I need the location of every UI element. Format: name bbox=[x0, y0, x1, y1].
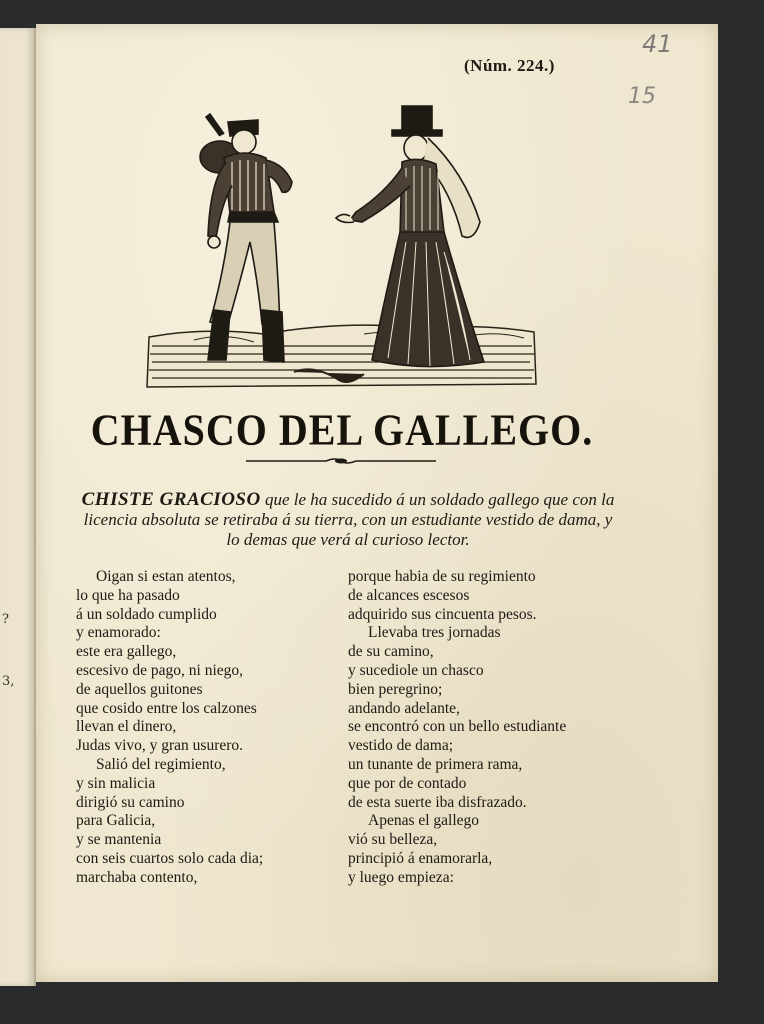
issue-number: (Núm. 224.) bbox=[464, 56, 555, 75]
poem-line: Apenas el gallego bbox=[368, 812, 480, 830]
pencil-annotation-top: 41 bbox=[642, 30, 673, 58]
poem-line: para Galicia, bbox=[76, 812, 156, 830]
soldier-figure bbox=[200, 114, 292, 362]
poem-line: Judas vivo, y gran usurero. bbox=[76, 737, 244, 755]
poem-line: se encontró con un bello estudiante bbox=[348, 718, 567, 736]
poem-line: andando adelante, bbox=[348, 699, 460, 717]
woodcut-illustration bbox=[144, 102, 539, 394]
poem-line: vestido de dama; bbox=[348, 737, 454, 755]
page-title: CHASCO DEL GALLEGO. bbox=[90, 404, 594, 455]
poem-line: Oigan si estan atentos, bbox=[96, 568, 236, 585]
poem-line: Llevaba tres jornadas bbox=[368, 624, 501, 642]
poem-line: un tunante de primera rama, bbox=[348, 755, 523, 773]
poem-column-right bbox=[348, 568, 628, 888]
poem-line: Salió del regimiento, bbox=[96, 755, 226, 773]
poem-line: este era gallego, bbox=[76, 643, 177, 661]
poem-line: principió á enamorarla, bbox=[348, 849, 493, 867]
poem-line: lo que ha pasado bbox=[76, 586, 180, 604]
pencil-annotation-side: 15 bbox=[628, 84, 656, 109]
poem-line: de esta suerte iba disfrazado. bbox=[348, 793, 527, 811]
poem-line: escesivo de pago, ni niego, bbox=[76, 661, 244, 679]
poem-line: y se mantenia bbox=[76, 831, 162, 849]
poem-column-left bbox=[76, 568, 346, 888]
poem-line: vió su belleza, bbox=[348, 831, 438, 849]
poem-line: de alcances escesos bbox=[348, 586, 470, 604]
document-page bbox=[36, 24, 718, 982]
poem-line: que por de contado bbox=[348, 774, 467, 792]
poem-line: y enamorado: bbox=[76, 624, 161, 642]
subtitle-text: que le ha sucedido á un soldado gallego que con la licencia absoluta se retiraba á su tierra, con un estudiante vestido de dama, y lo demas que verá al curioso lector. bbox=[83, 490, 615, 549]
poem-line: con seis cuartos solo cada dia; bbox=[76, 849, 264, 867]
poem-line: bien peregrino; bbox=[348, 680, 443, 698]
poem-line: y sucediole un chasco bbox=[348, 661, 484, 679]
adjacent-page-edge bbox=[0, 28, 36, 986]
adjacent-page-mark: ? bbox=[2, 612, 9, 627]
poem-line: que cosido entre los calzones bbox=[76, 699, 257, 717]
poem-line: llevan el dinero, bbox=[76, 718, 177, 736]
poem-line: dirigió su camino bbox=[76, 793, 185, 811]
poem-line: y luego empieza: bbox=[348, 868, 454, 886]
poem-line: á un soldado cumplido bbox=[76, 605, 217, 623]
poem-line: adquirido sus cincuenta pesos. bbox=[348, 605, 537, 623]
subtitle bbox=[78, 490, 618, 550]
poem-line: de su camino, bbox=[348, 643, 434, 661]
poem-line: de aquellos guitones bbox=[76, 680, 203, 698]
poem-line: y sin malicia bbox=[76, 774, 156, 792]
subtitle-lead: CHISTE GRACIOSO bbox=[81, 489, 261, 510]
poem-line: marchaba contento, bbox=[76, 868, 198, 886]
ornamental-rule bbox=[246, 456, 436, 466]
poem-line: porque habia de su regimiento bbox=[348, 568, 536, 585]
adjacent-page-mark: 3, bbox=[2, 674, 15, 689]
